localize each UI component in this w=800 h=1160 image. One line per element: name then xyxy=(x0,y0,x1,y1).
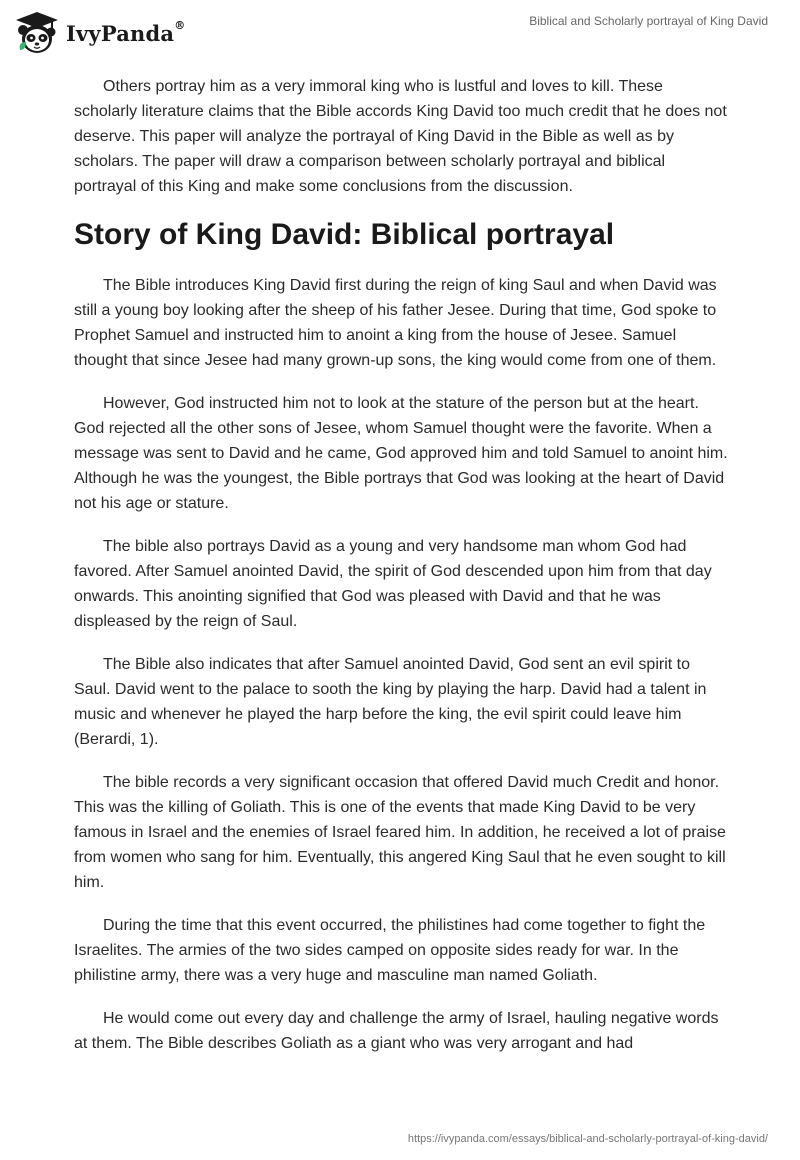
article-body xyxy=(74,74,730,1074)
paragraph: During the time that this event occurred, the philistines had come together to fight the Israelites. The armies of the two sides camped on opposite sides ready for war. In the philistine army, there was a very huge and masculine man named Goliath. xyxy=(74,917,706,984)
source-url[interactable]: https://ivypanda.com/essays/biblical-and-scholarly-portrayal-of-king-david/ xyxy=(407,1133,768,1145)
ivypanda-logo[interactable] xyxy=(14,10,185,56)
section-heading: Story of King David: Biblical portrayal xyxy=(74,218,615,251)
logo-text: IvyPanda® xyxy=(66,18,186,46)
document-title: Biblical and Scholarly portrayal of King David xyxy=(529,14,768,28)
panda-logo-icon xyxy=(14,10,60,56)
registered-mark: ® xyxy=(174,18,186,32)
paragraph: The Bible introduces King David first during the reign of king Saul and when David was still a young boy looking after the sheep of his father Jesee. During that time, God spoke to Prophet Samuel and instructed him to anoint a king from the house of Jesee. Samuel thought that since Jesee had many grown-up sons, the king would come from one of them. xyxy=(74,277,717,369)
paragraph: The bible also portrays David as a young and very handsome man whom God had favored. After Samuel anointed David, the spirit of God descended upon him from that day onwards. This anointing signified that God was pleased with David and that he was displeased by the reign of Saul. xyxy=(74,538,712,630)
paragraph: The bible records a very significant occasion that offered David much Credit and honor. This was the killing of Goliath. This is one of the events that made King David to be very famous in Israel and the enemies of Israel feared him. In addition, he received a lot of praise from women who sang for him. Eventually, this angered King Saul that he even sought to kill him. xyxy=(74,774,726,891)
intro-paragraph: Others portray him as a very immoral king who is lustful and loves to kill. These scholarly literature claims that the Bible accords King David too much credit that he does not deserve. This paper will analyze the portrayal of King David in the Bible as well as by scholars. The paper will draw a comparison between scholarly portrayal and biblical portrayal of this King and make some conclusions from the discussion. xyxy=(74,78,727,195)
page-header xyxy=(0,0,800,70)
paragraph: He would come out every day and challenge the army of Israel, hauling negative words at them. The Bible describes Goliath as a giant who was very arrogant and had xyxy=(74,1010,719,1052)
paragraph: The Bible also indicates that after Samuel anointed David, God sent an evil spirit to Saul. David went to the palace to sooth the king by playing the harp. David had a talent in music and whenever he played the harp before the king, the evil spirit could leave him (Berardi, 1). xyxy=(74,656,707,748)
paragraph: However, God instructed him not to look at the stature of the person but at the heart. God rejected all the other sons of Jesee, whom Samuel thought were the favorite. When a message was sent to David and he came, God approved him and told Samuel to anoint him. Although he was the youngest, the Bible portrays that God was looking at the heart of David not his age or stature. xyxy=(74,395,728,512)
